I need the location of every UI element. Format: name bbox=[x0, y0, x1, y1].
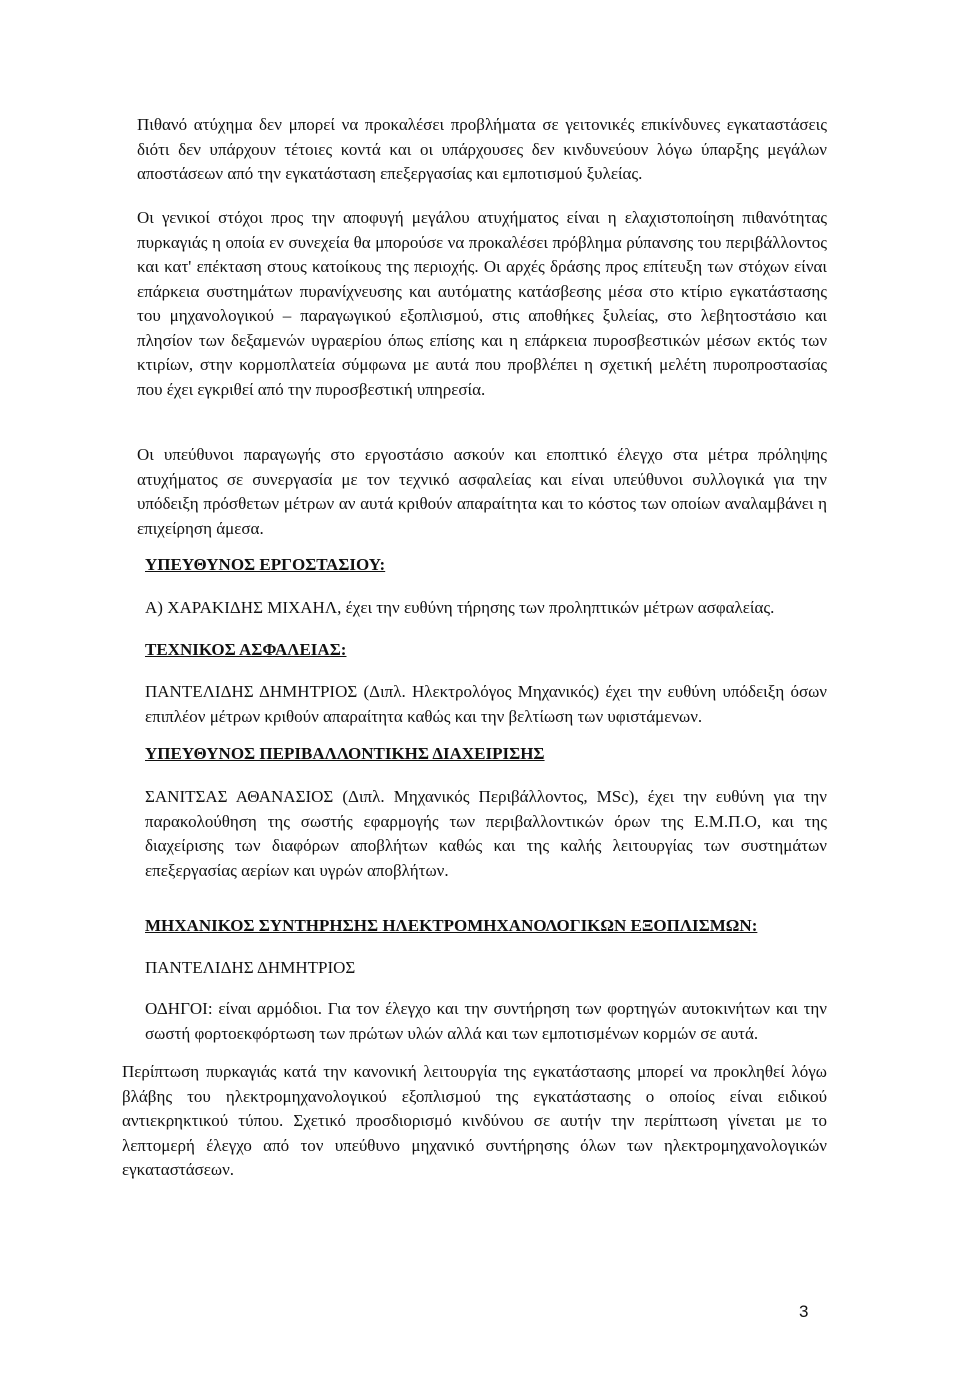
page-number: 3 bbox=[799, 1302, 809, 1321]
heading-environmental-manager: ΥΠΕΥΘΥΝΟΣ ΠΕΡΙΒΑΛΛΟΝΤΙΚΗΣ ΔΙΑΧΕΙΡΙΣΗΣ bbox=[145, 744, 545, 763]
maintenance-engineer-name: ΠΑΝΤΕΛΙΔΗΣ ΔΗΜΗΤΡΙΟΣ bbox=[145, 958, 356, 977]
paragraph-production-supervisors: Οι υπεύθυνοι παραγωγής στο εργοστάσιο ασκούν και εποπτικό έλεγχο στα μέτρα πρόληψης ατυχήματος σε συνεργασία με τον τεχνικό ασφαλείας και είναι υπεύθυνοι συλλογικά για την υπόδειξη πρόσθετων μέτρων αν αυτά κριθούν απαραίτητα και το κόστος των οποίων αναλαμβάνει η επιχείρηση άμεσα. bbox=[137, 445, 827, 538]
paragraph-neighbouring-hazards: Πιθανό ατύχημα δεν μπορεί να προκαλέσει προβλήματα σε γειτονικές επικίνδυνες εγκαταστάσεις διότι δεν υπάρχουν τέτοιες κοντά και οι υπάρχουσες δεν κινδυνεύουν λόγω ύπαρξης μεγάλων αποστάσεων από την εγκατάσταση επεξεργασίας και εμποτισμού ξυλείας. bbox=[137, 115, 827, 183]
heading-maintenance-engineer: ΜΗΧΑΝΙΚΟΣ ΣΥΝΤΗΡΗΣΗΣ ΗΛΕΚΤΡΟΜΗΧΑΝΟΛΟΓΙΚΩΝ ΕΞΟΠΛΙΣΜΩΝ: bbox=[145, 916, 758, 935]
safety-technician-assignment: ΠΑΝΤΕΛΙΔΗΣ ΔΗΜΗΤΡΙΟΣ (Διπλ. Ηλεκτρολόγος Μηχανικός) έχει την ευθύνη υπόδειξη όσων επιπλέον μέτρων κριθούν απαραίτητα καθώς και την βελτίωση των υφιστάμενων. bbox=[145, 682, 827, 726]
heading-safety-technician: ΤΕΧΝΙΚΟΣ ΑΣΦΑΛΕΙΑΣ: bbox=[145, 640, 347, 659]
drivers-responsibility: ΟΔΗΓΟΙ: είναι αρμόδιοι. Για τον έλεγχο και την συντήρηση των φορτηγών αυτοκινήτων και την σωστή φορτοεκφόρτωση των πρώτων υλών αλλά και των εμποτισμένων κορμών σε αυτά. bbox=[145, 999, 827, 1043]
environmental-manager-assignment: ΣΑΝΙΤΣΑΣ ΑΘΑΝΑΣΙΟΣ (Διπλ. Μηχανικός Περιβάλλοντος, MSc), έχει την ευθύνη για την παρακολούθηση της σωστής εφαρμογής των περιβαλλοντικών όρων της Ε.Μ.Π.Ο, και της διαχείρισης των διαφόρων αποβλήτων καθώς και της καλής λειτουργίας των συστημάτων επεξεργασίας αερίων και υγρών αποβλήτων. bbox=[145, 787, 827, 880]
factory-head-assignment: Α) ΧΑΡΑΚΙΔΗΣ ΜΙΧΑΗΛ, έχει την ευθύνη τήρησης των προληπτικών μέτρων ασφαλείας. bbox=[145, 598, 775, 617]
paragraph-fire-case: Περίπτωση πυρκαγιάς κατά την κανονική λειτουργία της εγκατάστασης μπορεί να προκληθεί λόγω βλάβης του ηλεκτρομηχανολογικού εξοπλισμού της εγκατάστασης ο οποίος είναι ειδικού αντιεκρηκτικού τύπου. Σχετικό προσδιορισμό κινδύνου σε αυτήν την περίπτωση γίνεται με το λεπτομερή έλεγχο από τον υπεύθυνο μηχανικό συντήρησης όλων των ηλεκτρομηχανολογικών εγκαταστάσεων. bbox=[122, 1062, 827, 1179]
heading-factory-head: ΥΠΕΥΘΥΝΟΣ ΕΡΓΟΣΤΑΣΙΟΥ: bbox=[145, 555, 386, 574]
paragraph-general-objectives: Οι γενικοί στόχοι προς την αποφυγή μεγάλου ατυχήματος είναι η ελαχιστοποίηση πιθανότητας πυρκαγιάς η οποία εν συνεχεία θα μπορούσε να προκαλέσει πρόβλημα ρύπανσης του περιβάλλοντος και κατ' επέκταση στους κατοίκους της περιοχής. Οι αρχές δράσης προς επίτευξη των στόχων είναι επάρκεια συστημάτων πυρανίχνευσης και αυτόματης κατάσβεσης μέσα στο κτίριο εγκατάστασης του μηχανολογικού – παραγωγικού εξοπλισμού, στις αποθήκες ξυλείας, στο λεβητοστάσιο και πλησίον των δεξαμενών υγραερίου όπως επίσης και η επάρκεια πυροσβεστικών μέσων εκτός των κτιρίων, στην κορμοπλατεία σύμφωνα με αυτά που προβλέπει η σχετική μελέτη πυροπροστασίας που έχει εγκριθεί από την πυροσβεστική υπηρεσία. bbox=[137, 208, 827, 399]
